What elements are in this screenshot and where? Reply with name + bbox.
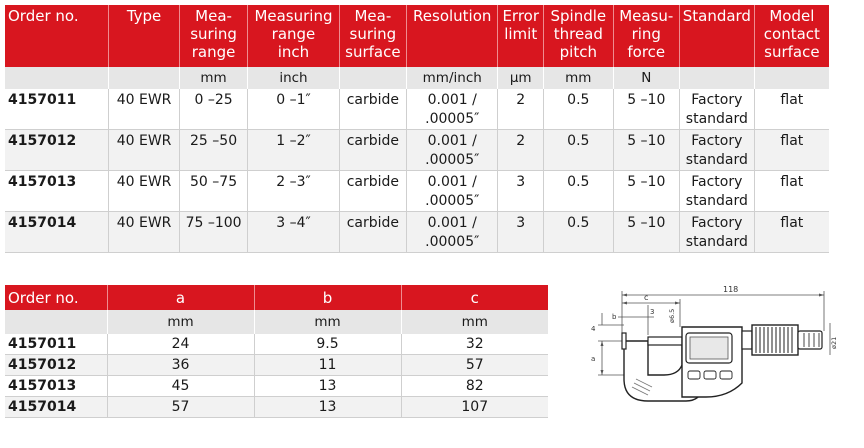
unit-cell: mm/inch bbox=[407, 67, 498, 89]
cell: 0.001 / .00005″ bbox=[407, 130, 498, 171]
col-measuring-range-inch: Measuring range inch bbox=[248, 5, 339, 67]
cell: carbide bbox=[339, 212, 406, 253]
micrometer-dimension-drawing bbox=[578, 283, 838, 443]
cell: 0 –1″ bbox=[248, 89, 339, 130]
cell: 1 –2″ bbox=[248, 130, 339, 171]
cell: 2 bbox=[498, 89, 544, 130]
cell: Factory standard bbox=[679, 89, 754, 130]
col-resolution: Resolution bbox=[407, 5, 498, 67]
cell: 107 bbox=[401, 397, 548, 418]
spindle bbox=[648, 337, 682, 345]
cell: 13 bbox=[254, 397, 401, 418]
cell: 2 –3″ bbox=[248, 171, 339, 212]
cell: Factory standard bbox=[679, 212, 754, 253]
table-row bbox=[5, 355, 548, 376]
table-row bbox=[5, 397, 548, 418]
table-row bbox=[5, 171, 829, 212]
col-type: Type bbox=[109, 5, 180, 67]
dimensions-table bbox=[5, 285, 548, 418]
unit-cell: mm bbox=[254, 310, 401, 334]
unit-cell: mm bbox=[179, 67, 247, 89]
unit-cell bbox=[109, 67, 180, 89]
cell: 4157011 bbox=[5, 334, 107, 355]
label-b: b bbox=[612, 313, 617, 321]
cell: 36 bbox=[107, 355, 254, 376]
cell: 4157014 bbox=[5, 397, 107, 418]
cell: 0.5 bbox=[544, 89, 614, 130]
cell: 0.001 / .00005″ bbox=[407, 89, 498, 130]
button-icon bbox=[688, 371, 700, 379]
unit-cell bbox=[5, 310, 107, 334]
cell: carbide bbox=[339, 130, 406, 171]
cell: flat bbox=[754, 212, 829, 253]
col-error-limit: Error limit bbox=[498, 5, 544, 67]
ratchet bbox=[798, 331, 822, 349]
col-c: c bbox=[401, 285, 548, 310]
cell: 75 –100 bbox=[179, 212, 247, 253]
cell: 5 –10 bbox=[613, 171, 679, 212]
cell: 40 EWR bbox=[109, 89, 180, 130]
cell: 24 bbox=[107, 334, 254, 355]
col-order-no: Order no. bbox=[5, 285, 107, 310]
cell: 3 bbox=[498, 171, 544, 212]
cell: 4157012 bbox=[5, 355, 107, 376]
cell: 5 –10 bbox=[613, 130, 679, 171]
unit-cell bbox=[679, 67, 754, 89]
label-4: 4 bbox=[591, 325, 596, 333]
cell: 82 bbox=[401, 376, 548, 397]
unit-cell: mm bbox=[401, 310, 548, 334]
table-row bbox=[5, 334, 548, 355]
col-spindle-thread-pitch: Spindle thread pitch bbox=[544, 5, 614, 67]
cell: flat bbox=[754, 89, 829, 130]
cell: 5 –10 bbox=[613, 89, 679, 130]
cell: carbide bbox=[339, 171, 406, 212]
unit-cell: µm bbox=[498, 67, 544, 89]
col-measuring-force: Measu- ring force bbox=[613, 5, 679, 67]
col-measuring-surface: Mea- suring surface bbox=[339, 5, 406, 67]
label-total-length: 118 bbox=[723, 285, 739, 294]
cell: 57 bbox=[401, 355, 548, 376]
units-row bbox=[5, 310, 548, 334]
unit-cell bbox=[339, 67, 406, 89]
unit-cell: mm bbox=[107, 310, 254, 334]
cell: 0.5 bbox=[544, 130, 614, 171]
cell: 4157011 bbox=[5, 89, 109, 130]
cell: 9.5 bbox=[254, 334, 401, 355]
cell: 4157012 bbox=[5, 130, 109, 171]
cell: 45 bbox=[107, 376, 254, 397]
cell: 40 EWR bbox=[109, 212, 180, 253]
button-icon bbox=[704, 371, 716, 379]
cell: 40 EWR bbox=[109, 171, 180, 212]
header-row bbox=[5, 5, 829, 67]
label-c: c bbox=[644, 293, 649, 302]
cell: 2 bbox=[498, 130, 544, 171]
header-row bbox=[5, 285, 548, 310]
cell: 57 bbox=[107, 397, 254, 418]
unit-cell: inch bbox=[248, 67, 339, 89]
col-measuring-range: Mea- suring range bbox=[179, 5, 247, 67]
cell: 11 bbox=[254, 355, 401, 376]
col-a: a bbox=[107, 285, 254, 310]
unit-cell: mm bbox=[544, 67, 614, 89]
cell: flat bbox=[754, 171, 829, 212]
cell: 25 –50 bbox=[179, 130, 247, 171]
col-standard: Standard bbox=[679, 5, 754, 67]
col-b: b bbox=[254, 285, 401, 310]
cell: 0 –25 bbox=[179, 89, 247, 130]
label-a: a bbox=[591, 355, 596, 363]
cell: Factory standard bbox=[679, 171, 754, 212]
label-spindle-diameter: ø6.5 bbox=[668, 308, 676, 323]
cell: Factory standard bbox=[679, 130, 754, 171]
anvil bbox=[622, 333, 626, 349]
table-row bbox=[5, 376, 548, 397]
cell: 0.001 / .00005″ bbox=[407, 171, 498, 212]
button-icon bbox=[720, 371, 732, 379]
cell: 3 bbox=[498, 212, 544, 253]
unit-cell bbox=[5, 67, 109, 89]
col-order-no: Order no. bbox=[5, 5, 109, 67]
cell: 3 –4″ bbox=[248, 212, 339, 253]
cell: 0.5 bbox=[544, 212, 614, 253]
cell: 4157014 bbox=[5, 212, 109, 253]
cell: 5 –10 bbox=[613, 212, 679, 253]
table-row bbox=[5, 130, 829, 171]
cell: 0.001 / .00005″ bbox=[407, 212, 498, 253]
units-row bbox=[5, 67, 829, 89]
label-3: 3 bbox=[650, 308, 655, 316]
cell: 32 bbox=[401, 334, 548, 355]
cell: 4157013 bbox=[5, 171, 109, 212]
cell: 40 EWR bbox=[109, 130, 180, 171]
cell: flat bbox=[754, 130, 829, 171]
thimble bbox=[752, 325, 798, 355]
cell: 13 bbox=[254, 376, 401, 397]
unit-cell: N bbox=[613, 67, 679, 89]
cell: 0.5 bbox=[544, 171, 614, 212]
cell: 50 –75 bbox=[179, 171, 247, 212]
cell: carbide bbox=[339, 89, 406, 130]
table-row bbox=[5, 89, 829, 130]
cell: 4157013 bbox=[5, 376, 107, 397]
table-row bbox=[5, 212, 829, 253]
unit-cell bbox=[754, 67, 829, 89]
label-thimble-diameter: ø21 bbox=[830, 336, 838, 349]
col-model-contact-surface: Model contact surface bbox=[754, 5, 829, 67]
specifications-table bbox=[5, 5, 829, 253]
